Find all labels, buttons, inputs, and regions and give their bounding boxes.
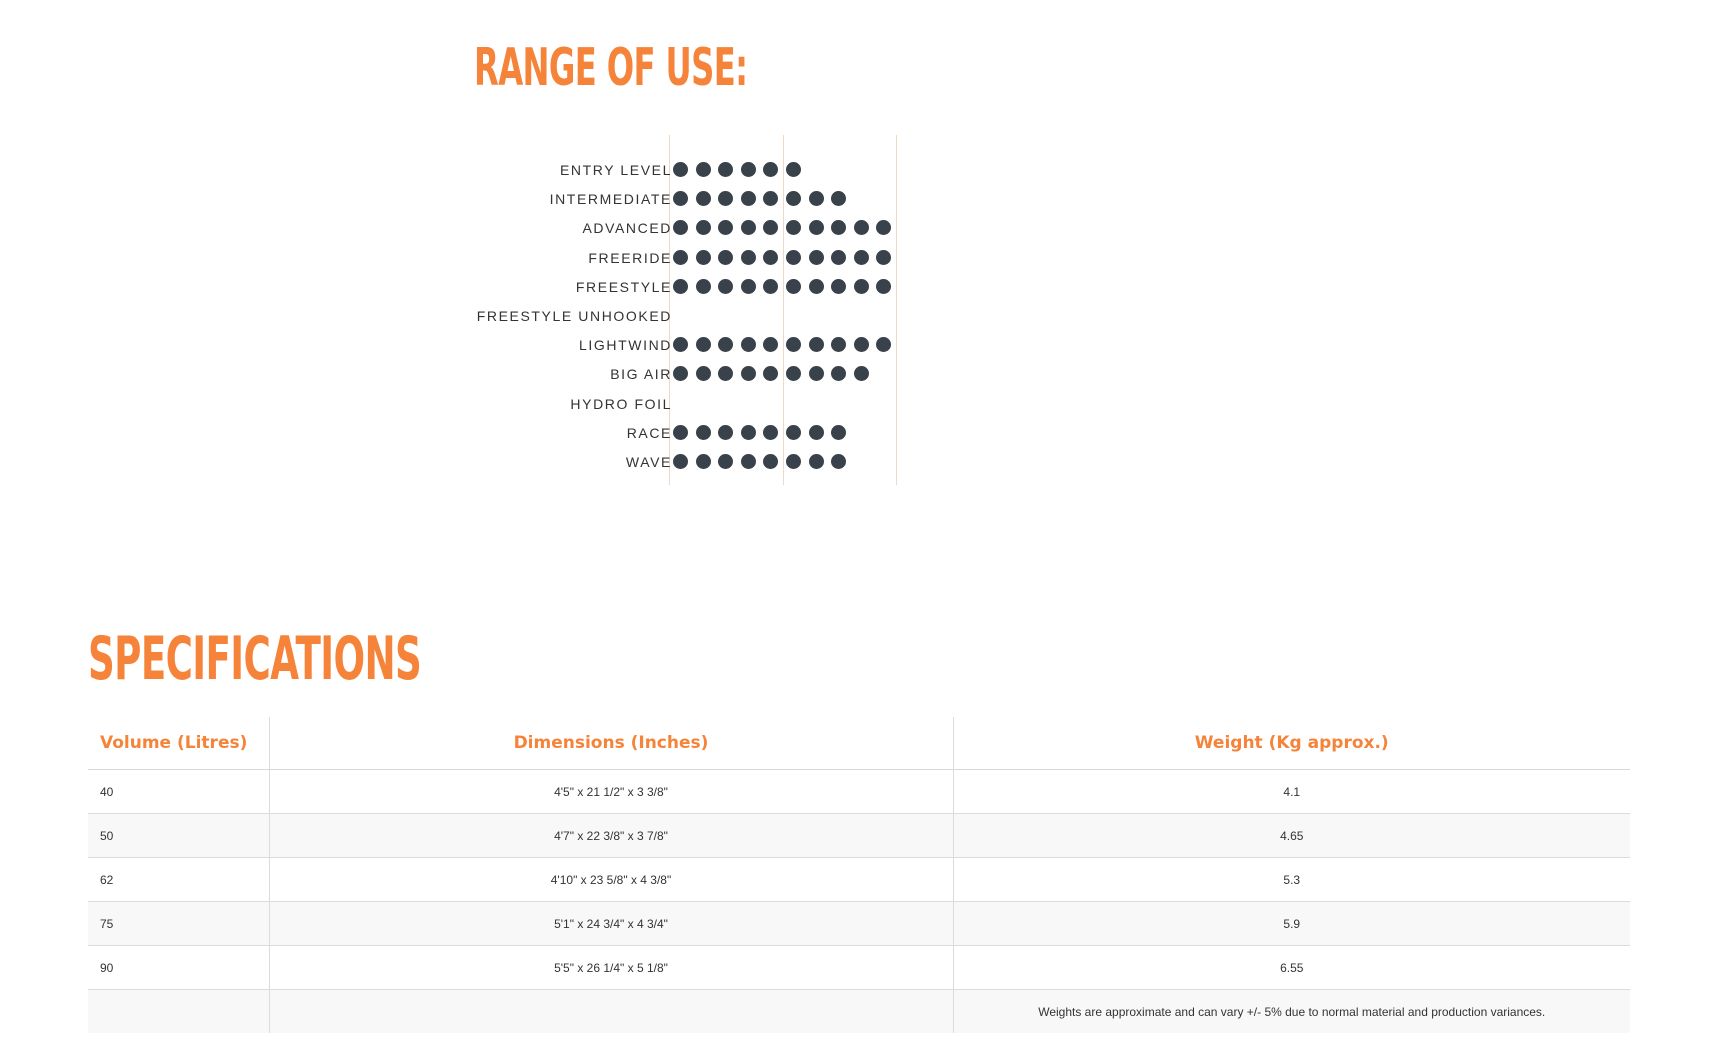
empty-cell (269, 990, 953, 1034)
rating-dot (786, 191, 801, 206)
rating-dot (831, 454, 846, 469)
volume-cell: 75 (88, 902, 269, 946)
weight-cell: 5.9 (953, 902, 1630, 946)
rating-dot (831, 191, 846, 206)
rating-dot (741, 250, 756, 265)
rating-dot (809, 337, 824, 352)
rating-dot (876, 337, 891, 352)
rating-dot (718, 425, 733, 440)
rating-dot (696, 425, 711, 440)
rating-dot (809, 425, 824, 440)
range-rating-dots (673, 337, 899, 353)
rating-dot (718, 454, 733, 469)
range-rating-dots (673, 220, 899, 236)
rating-dot (741, 279, 756, 294)
range-rating-dots (673, 454, 854, 470)
dimensions-cell: 4'7" x 22 3/8" x 3 7/8" (269, 814, 953, 858)
rating-dot (741, 162, 756, 177)
rating-dot (696, 220, 711, 235)
table-header-row (88, 717, 1630, 770)
weight-cell: 4.1 (953, 770, 1630, 814)
dimensions-cell: 4'10" x 23 5/8" x 4 3/8" (269, 858, 953, 902)
volume-cell: 40 (88, 770, 269, 814)
rating-dot (718, 162, 733, 177)
column-header-dimensions: Dimensions (Inches) (269, 717, 953, 770)
range-row-label: FREESTYLE (575, 278, 672, 295)
rating-dot (809, 279, 824, 294)
range-row (470, 244, 930, 273)
rating-dot (831, 250, 846, 265)
range-of-use-chart (470, 135, 930, 485)
range-of-use-title: RANGE OF USE: (474, 38, 748, 98)
rating-dot (809, 220, 824, 235)
dimensions-cell: 5'5" x 26 1/4" x 5 1/8" (269, 946, 953, 990)
rating-dot (718, 191, 733, 206)
table-row (88, 770, 1630, 814)
rating-dot (741, 220, 756, 235)
table-row (88, 858, 1630, 902)
range-rating-dots (673, 191, 854, 207)
rating-dot (831, 220, 846, 235)
table-row (88, 946, 1630, 990)
rating-dot (786, 162, 801, 177)
rating-dot (786, 279, 801, 294)
rating-dot (741, 337, 756, 352)
rating-dot (876, 279, 891, 294)
rating-dot (763, 366, 778, 381)
specifications-body (88, 770, 1630, 1034)
table-row (88, 902, 1630, 946)
range-row (470, 331, 930, 360)
rating-dot (718, 279, 733, 294)
rating-dot (696, 191, 711, 206)
range-rating-dots (673, 425, 854, 441)
rating-dot (763, 425, 778, 440)
rating-dot (809, 191, 824, 206)
rating-dot (786, 250, 801, 265)
rating-dot (763, 250, 778, 265)
rating-dot (673, 425, 688, 440)
rating-dot (741, 366, 756, 381)
rating-dot (786, 454, 801, 469)
range-rating-dots (673, 162, 809, 178)
volume-cell: 62 (88, 858, 269, 902)
rating-dot (786, 425, 801, 440)
specifications-title: SPECIFICATIONS (88, 624, 422, 694)
rating-dot (854, 366, 869, 381)
rating-dot (809, 454, 824, 469)
rating-dot (831, 337, 846, 352)
rating-dot (696, 366, 711, 381)
range-row-label: FREESTYLE UNHOOKED (476, 308, 672, 324)
range-rating-dots (673, 250, 899, 266)
range-row (470, 214, 930, 243)
rating-dot (696, 162, 711, 177)
rating-dot (718, 250, 733, 265)
rating-dot (741, 425, 756, 440)
rating-dot (741, 454, 756, 469)
range-rating-dots (673, 366, 876, 382)
dimensions-cell: 5'1" x 24 3/4" x 4 3/4" (269, 902, 953, 946)
rating-dot (831, 366, 846, 381)
range-row-label: HYDRO FOIL (570, 395, 672, 412)
rating-dot (718, 337, 733, 352)
rating-dot (876, 220, 891, 235)
rating-dot (854, 220, 869, 235)
range-row (470, 185, 930, 214)
rating-dot (718, 366, 733, 381)
rating-dot (696, 454, 711, 469)
range-row-label: ADVANCED (582, 220, 672, 237)
rating-dot (741, 191, 756, 206)
empty-cell (88, 990, 269, 1034)
rating-dot (696, 337, 711, 352)
range-row (470, 390, 930, 419)
rating-dot (763, 279, 778, 294)
weight-cell: 5.3 (953, 858, 1630, 902)
rating-dot (809, 250, 824, 265)
range-row-label: FREERIDE (588, 249, 672, 266)
rating-dot (809, 366, 824, 381)
column-header-weight: Weight (Kg approx.) (953, 717, 1630, 770)
table-row (88, 814, 1630, 858)
rating-dot (696, 250, 711, 265)
volume-cell: 90 (88, 946, 269, 990)
range-row (470, 360, 930, 389)
weight-cell: 4.65 (953, 814, 1630, 858)
rating-dot (786, 337, 801, 352)
rating-dot (673, 162, 688, 177)
volume-cell: 50 (88, 814, 269, 858)
rating-dot (718, 220, 733, 235)
range-row-label: WAVE (625, 454, 672, 470)
rating-dot (763, 454, 778, 469)
range-row-label: ENTRY LEVEL (559, 162, 672, 178)
table-note-row (88, 990, 1630, 1034)
rating-dot (673, 337, 688, 352)
rating-dot (831, 425, 846, 440)
rating-dot (854, 337, 869, 352)
column-header-volume: Volume (Litres) (88, 717, 269, 770)
specifications-table (88, 717, 1630, 1033)
range-row-label: LIGHTWIND (579, 337, 672, 354)
weight-note: Weights are approximate and can vary +/- 5% due to normal material and production variances. (953, 990, 1630, 1034)
rating-dot (763, 220, 778, 235)
range-row (470, 273, 930, 302)
range-row-label: BIG AIR (610, 366, 672, 383)
rating-dot (786, 220, 801, 235)
rating-dot (854, 279, 869, 294)
range-row (470, 302, 930, 331)
range-row (470, 419, 930, 448)
dimensions-cell: 4'5" x 21 1/2" x 3 3/8" (269, 770, 953, 814)
rating-dot (673, 220, 688, 235)
rating-dot (696, 279, 711, 294)
range-row-label: RACE (626, 424, 672, 441)
rating-dot (854, 250, 869, 265)
range-row (470, 448, 930, 477)
rating-dot (673, 250, 688, 265)
rating-dot (831, 279, 846, 294)
rating-dot (763, 337, 778, 352)
rating-dot (673, 191, 688, 206)
rating-dot (763, 162, 778, 177)
rating-dot (673, 454, 688, 469)
rating-dot (673, 279, 688, 294)
rating-dot (876, 250, 891, 265)
range-row-label: INTERMEDIATE (549, 191, 672, 208)
range-rating-dots (673, 279, 899, 295)
range-row (470, 156, 930, 185)
rating-dot (673, 366, 688, 381)
rating-dot (763, 191, 778, 206)
rating-dot (786, 366, 801, 381)
weight-cell: 6.55 (953, 946, 1630, 990)
